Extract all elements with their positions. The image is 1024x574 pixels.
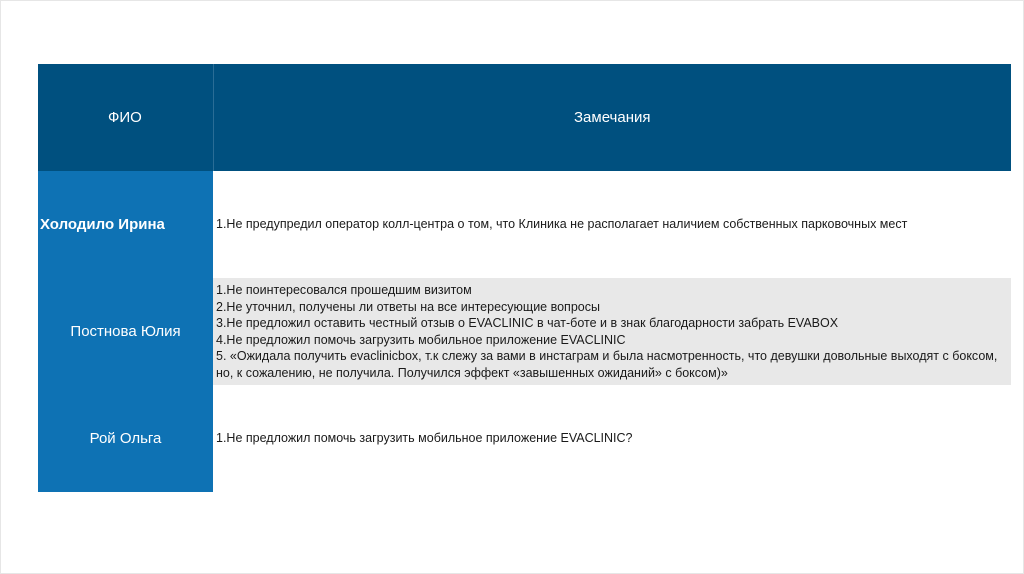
row-name: Постнова Юлия xyxy=(38,278,213,385)
remarks-table xyxy=(38,64,1011,492)
row-remarks: 1.Не поинтересовался прошедшим визитом 2.Не уточнил, получены ли ответы на все интересующие вопросы 3.Не предложил оставить честный отзыв о EVACLINIC в чат-боте и в знак благодарности забрать EVABOX 4.Не предложил помочь загрузить мобильное приложение EVACLINIC 5. «Ожидала получить evaclinicbox, т.к слежу за вами в инстаграм и была насмотренность, что девушки довольные выходят с боксом, но, к сожалению, не получила. Получился эффект «завышенных ожиданий» с боксом)» xyxy=(213,278,1011,385)
row-remarks: 1.Не предложил помочь загрузить мобильное приложение EVACLINIC? xyxy=(213,385,1011,492)
header-name: ФИО xyxy=(38,64,213,171)
row-name: Холодило Ирина xyxy=(38,171,213,278)
table-header-row xyxy=(38,64,1011,171)
row-name: Рой Ольга xyxy=(38,385,213,492)
table-row xyxy=(38,385,1011,492)
table-row xyxy=(38,278,1011,385)
row-remarks: 1.Не предупредил оператор колл-центра о том, что Клиника не располагает наличием собственных парковочных мест xyxy=(213,171,1011,278)
header-remarks: Замечания xyxy=(213,64,1011,171)
table-row xyxy=(38,171,1011,278)
